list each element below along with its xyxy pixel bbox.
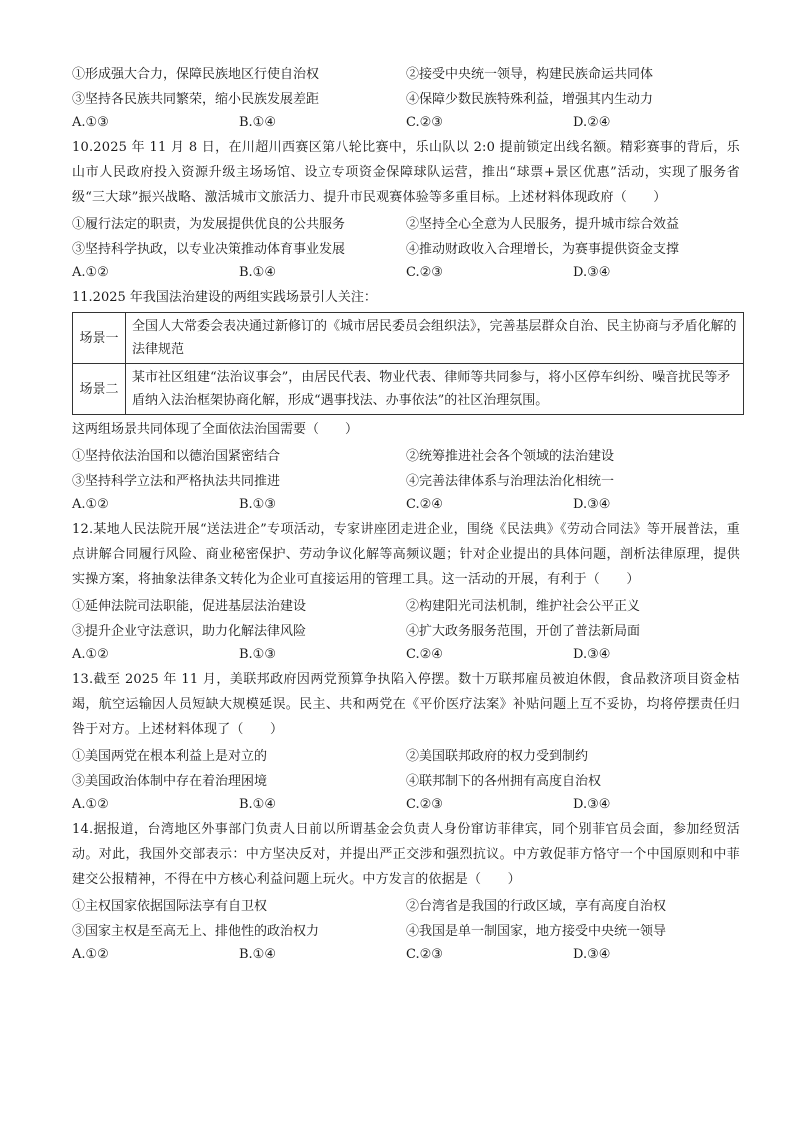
question-stem: 10.2025 年 11 月 8 日，在川超川西赛区第八轮比赛中，乐山队以 2:0 提前锁定出线名额。精彩赛事的背后，乐山市人民政府投入资源升级主场场馆、设立专项资金保障球队运营，推出“球票+景区优惠”活动，实现了服务省级“三大球”振兴战略、激活城市文旅活力、提升市民观赛体验等多重目标。上述材料体现政府（ ） [72, 140, 740, 205]
option-4: ④推动财政收入合理增长，为赛事提供资金支撑 [406, 242, 680, 257]
options-row [72, 767, 740, 792]
options-row [72, 917, 740, 942]
exam-page [72, 60, 740, 967]
option-1: ①履行法定的职责，为发展提供优良的公共服务 [72, 217, 346, 232]
option-1: ①美国两党在根本利益上是对立的 [72, 749, 268, 764]
option-1: ①延伸法院司法职能，促进基层法治建设 [72, 599, 307, 614]
choice-b: B.①④ [239, 797, 276, 812]
scenario-text: 全国人大常委会表决通过新修订的《城市居民委员会组织法》，完善基层群众自治、民主协商与矛盾化解的法律规范 [126, 313, 744, 364]
choice-a: A.①② [72, 647, 109, 662]
options-row [72, 85, 740, 110]
option-3: ③坚持科学立法和严格执法共同推进 [72, 474, 281, 489]
choice-b: B.①④ [239, 115, 276, 130]
option-3: ③坚持各民族共同繁荣，缩小民族发展差距 [72, 92, 320, 107]
choice-d: D.③④ [573, 647, 611, 662]
choice-d: D.②④ [573, 115, 611, 130]
choice-d: D.③④ [573, 797, 611, 812]
question-14 [72, 817, 740, 967]
option-2: ②接受中央统一领导，构建民族命运共同体 [406, 67, 654, 82]
question-stem: 12.某地人民法院开展“送法进企”专项活动，专家讲座团走进企业，围绕《民法典》《劳动合同法》等开展普法，重点讲解合同履行风险、商业秘密保护、劳动争议化解等高频议题；针对企业提出的具体问题，剖析法律原理，提供实操方案，将抽象法律条文转化为企业可直接运用的管理工具。这一活动的开展，有利于（ ） [72, 522, 740, 587]
option-2: ②坚持全心全意为人民服务，提升城市综合效益 [406, 217, 680, 232]
options-row [72, 467, 740, 492]
option-3: ③坚持科学执政，以专业决策推动体育事业发展 [72, 242, 346, 257]
choice-c: C.②④ [406, 497, 443, 512]
scenario-text: 某市社区组建“法治议事会”，由居民代表、物业代表、律师等共同参与，将小区停车纠纷、噪音扰民等矛盾纳入法治框架协商化解，形成“遇事找法、办事依法”的社区治理氛围。 [126, 364, 744, 415]
option-3: ③美国政治体制中存在着治理困境 [72, 774, 268, 789]
question-10 [72, 135, 740, 285]
question-12 [72, 517, 740, 667]
option-1: ①坚持依法治国和以德治国紧密结合 [72, 449, 281, 464]
option-2: ②美国联邦政府的权力受到制约 [406, 749, 589, 764]
question-11 [72, 285, 740, 517]
question-stem: 14.据报道，台湾地区外事部门负责人日前以所谓基金会负责人身份窜访菲律宾，同个别菲官员会面，参加经贸活动。对此，我国外交部表示：中方坚决反对，并提出严正交涉和强烈抗议。中方敦促菲方恪守一个中国原则和中菲建交公报精神，不得在中方核心利益问题上玩火。中方发言的依据是（ ） [72, 822, 740, 887]
choice-b: B.①③ [239, 647, 276, 662]
choices-row [72, 942, 740, 967]
option-2: ②统筹推进社会各个领域的法治建设 [406, 449, 615, 464]
option-4: ④扩大政务服务范围，开创了普法新局面 [406, 624, 641, 639]
choice-b: B.①④ [239, 947, 276, 962]
choice-a: A.①③ [72, 115, 109, 130]
scenario-label: 场景二 [73, 364, 126, 415]
option-3: ③提升企业守法意识，助力化解法律风险 [72, 624, 307, 639]
option-2: ②构建阳光司法机制，维护社会公平正义 [406, 599, 641, 614]
choices-row [72, 260, 740, 285]
options-row [72, 617, 740, 642]
options-row [72, 235, 740, 260]
options-row [72, 742, 740, 767]
choices-row [72, 492, 740, 517]
question-9 [72, 60, 740, 135]
table-row [73, 364, 744, 415]
options-row [72, 592, 740, 617]
choice-b: B.①③ [239, 497, 276, 512]
choice-c: C.②③ [406, 115, 443, 130]
question-13 [72, 667, 740, 817]
choice-c: C.②③ [406, 947, 443, 962]
option-4: ④完善法律体系与治理法治化相统一 [406, 474, 615, 489]
choice-d: D.③④ [573, 497, 611, 512]
options-row [72, 210, 740, 235]
choice-a: A.①② [72, 265, 109, 280]
scenario-table [72, 312, 744, 415]
choice-a: A.①② [72, 797, 109, 812]
choice-a: A.①② [72, 947, 109, 962]
choice-c: C.②④ [406, 647, 443, 662]
option-1: ①形成强大合力，保障民族地区行使自治权 [72, 67, 320, 82]
options-row [72, 892, 740, 917]
question-stem: 13.截至 2025 年 11 月，美联邦政府因两党预算争执陷入停摆。数十万联邦雇员被迫休假，食品救济项目资金枯竭，航空运输因人员短缺大规模延误。民主、共和两党在《平价医疗法案》补贴问题上互不妥协，均将停摆责任归咎于对方。上述材料体现了（ ） [72, 672, 740, 737]
options-row [72, 442, 740, 467]
scenario-label: 场景一 [73, 313, 126, 364]
choice-d: D.③④ [573, 265, 611, 280]
choice-b: B.①④ [239, 265, 276, 280]
option-2: ②台湾省是我国的行政区域，享有高度自治权 [406, 899, 667, 914]
options-row [72, 60, 740, 85]
choices-row [72, 110, 740, 135]
choice-a: A.①② [72, 497, 109, 512]
option-4: ④保障少数民族特殊利益，增强其内生动力 [406, 92, 654, 107]
question-stem: 这两组场景共同体现了全面依法治国需要（ ） [72, 422, 359, 437]
choice-d: D.③④ [573, 947, 611, 962]
table-row [73, 313, 744, 364]
option-1: ①主权国家依据国际法享有自卫权 [72, 899, 268, 914]
choices-row [72, 642, 740, 667]
option-4: ④联邦制下的各州拥有高度自治权 [406, 774, 602, 789]
question-intro: 11.2025 年我国法治建设的两组实践场景引人关注： [72, 290, 377, 305]
option-3: ③国家主权是至高无上、排他性的政治权力 [72, 924, 320, 939]
choice-c: C.②③ [406, 797, 443, 812]
option-4: ④我国是单一制国家，地方接受中央统一领导 [406, 924, 667, 939]
choice-c: C.②③ [406, 265, 443, 280]
choices-row [72, 792, 740, 817]
